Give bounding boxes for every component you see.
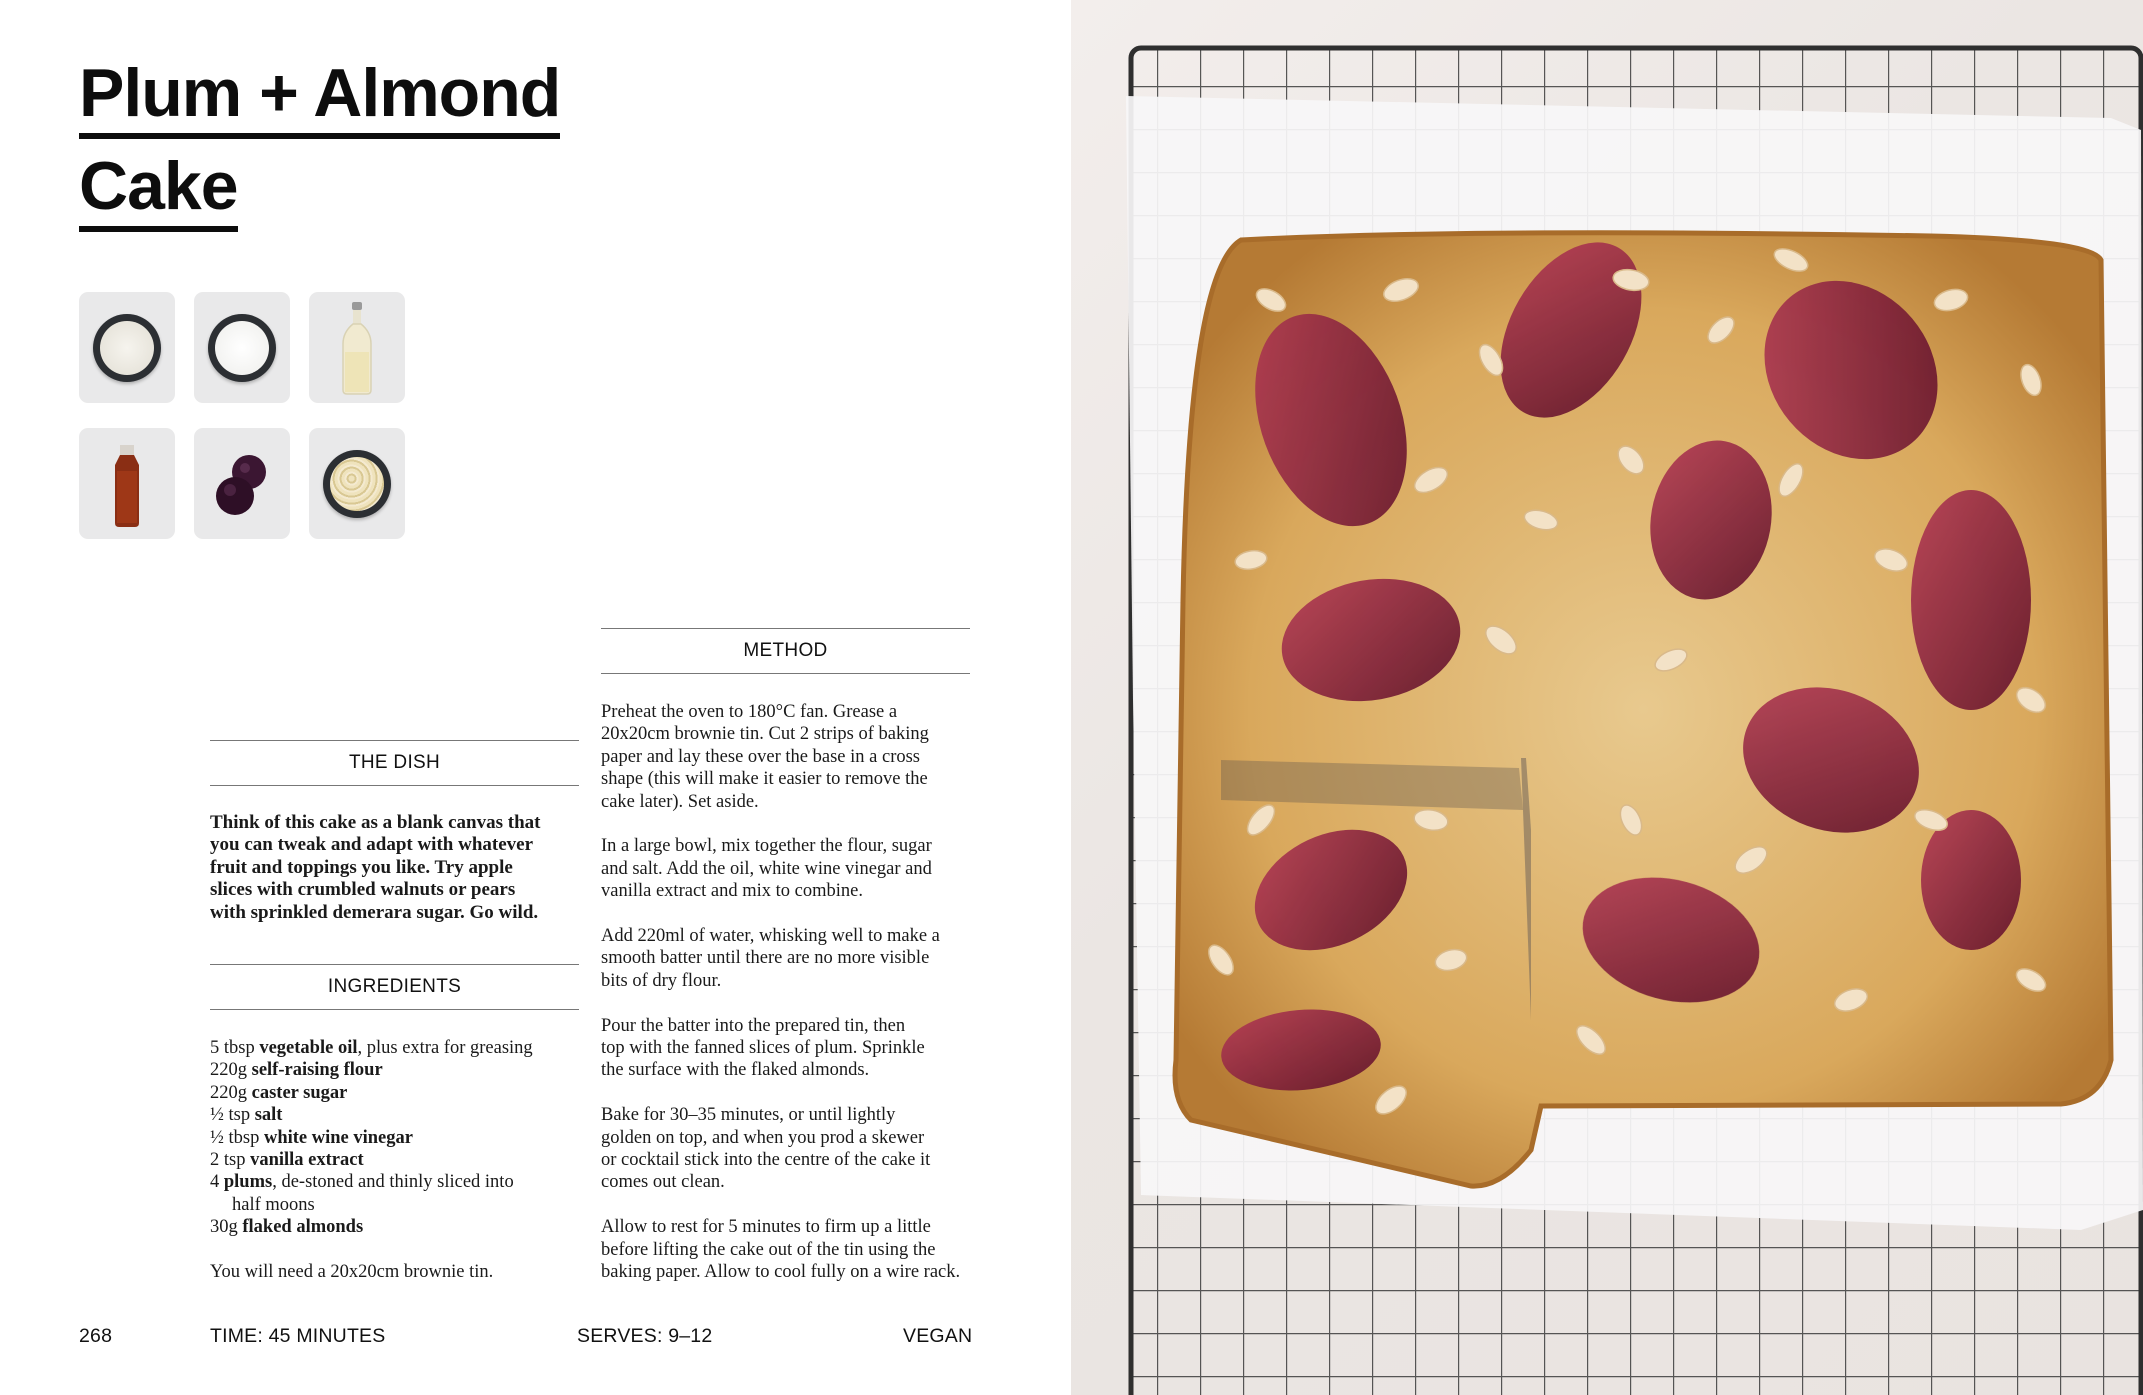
equipment-note: You will need a 20x20cm brownie tin. bbox=[210, 1262, 494, 1283]
ingredient-item: 220g self-raising flour bbox=[210, 1060, 383, 1081]
method-step: Preheat the oven to 180°C fan. Grease a 20x20cm brownie tin. Cut 2 strips of baking paper and lay these over the base in a cross shape (this will make it easier to remove the cake later). Set aside. bbox=[601, 702, 929, 812]
sugar-bowl-icon bbox=[194, 292, 290, 403]
time-label: TIME: 45 MINUTES bbox=[210, 1325, 386, 1347]
recipe-title bbox=[79, 52, 560, 238]
ingredient-item: 30g flaked almonds bbox=[210, 1217, 364, 1238]
method-step: Bake for 30–35 minutes, or until lightly golden on top, and when you prod a skewer or cocktail stick into the centre of the cake it comes out clean. bbox=[601, 1105, 931, 1193]
method-step: Pour the batter into the prepared tin, then top with the fanned slices of plum. Sprinkle the surface with the flaked almonds. bbox=[601, 1015, 925, 1081]
page-number: 268 bbox=[79, 1325, 113, 1347]
ingredients-heading: INGREDIENTS bbox=[210, 964, 579, 1010]
dish-intro-line: Think of this cake as a blank canvas that bbox=[210, 812, 541, 833]
title-line-1: Plum + Almond bbox=[79, 57, 560, 139]
ingredient-list bbox=[210, 1037, 600, 1283]
flour-bowl-icon bbox=[79, 292, 175, 403]
flaked-almonds-bowl-icon bbox=[309, 428, 405, 539]
ingredient-item: 220g caster sugar bbox=[210, 1082, 348, 1103]
diet-label: VEGAN bbox=[903, 1325, 973, 1347]
ingredient-item: 2 tsp vanilla extract bbox=[210, 1150, 364, 1171]
title-line-2: Cake bbox=[79, 150, 238, 232]
dish-intro bbox=[210, 812, 590, 924]
ingredient-item: ½ tsp salt bbox=[210, 1105, 283, 1126]
cake-illustration bbox=[1071, 0, 2143, 1395]
serves-label: SERVES: 9–12 bbox=[577, 1325, 713, 1347]
vanilla-extract-bottle-icon bbox=[79, 428, 175, 539]
ingredient-item: 5 tbsp vegetable oil, plus extra for greasing bbox=[210, 1038, 533, 1058]
recipe-page bbox=[0, 0, 1071, 1395]
ingredient-thumbnails bbox=[79, 292, 409, 540]
ingredient-item: ½ tbsp white wine vinegar bbox=[210, 1127, 413, 1148]
dish-intro-line: you can tweak and adapt with whatever bbox=[210, 834, 534, 856]
cake-photo bbox=[1071, 0, 2143, 1395]
vinegar-bottle-icon bbox=[309, 292, 405, 403]
dish-intro-line: with sprinkled demerara sugar. Go wild. bbox=[210, 901, 539, 923]
method-heading: METHOD bbox=[601, 628, 970, 674]
method-step: Add 220ml of water, whisking well to make a smooth batter until there are no more visible bits of dry flour. bbox=[601, 926, 940, 991]
dish-heading: THE DISH bbox=[210, 740, 579, 786]
plums-icon bbox=[194, 428, 290, 539]
ingredient-item: 4 plums, de-stoned and thinly sliced into bbox=[210, 1172, 514, 1193]
method-step: Allow to rest for 5 minutes to firm up a little before lifting the cake out of the tin using the baking paper. Allow to cool fully on a wire rack. bbox=[601, 1217, 961, 1283]
dish-intro-line: fruit and toppings you like. Try apple bbox=[210, 856, 513, 878]
dish-intro-line: slices with crumbled walnuts or pears bbox=[210, 879, 516, 901]
ingredient-item-continued: half moons bbox=[232, 1194, 315, 1215]
method-steps bbox=[601, 701, 1001, 1306]
cake bbox=[1175, 218, 2111, 1186]
method-step: In a large bowl, mix together the flour, sugar and salt. Add the oil, white wine vinegar and vanilla extract and mix to combine. bbox=[601, 836, 932, 902]
